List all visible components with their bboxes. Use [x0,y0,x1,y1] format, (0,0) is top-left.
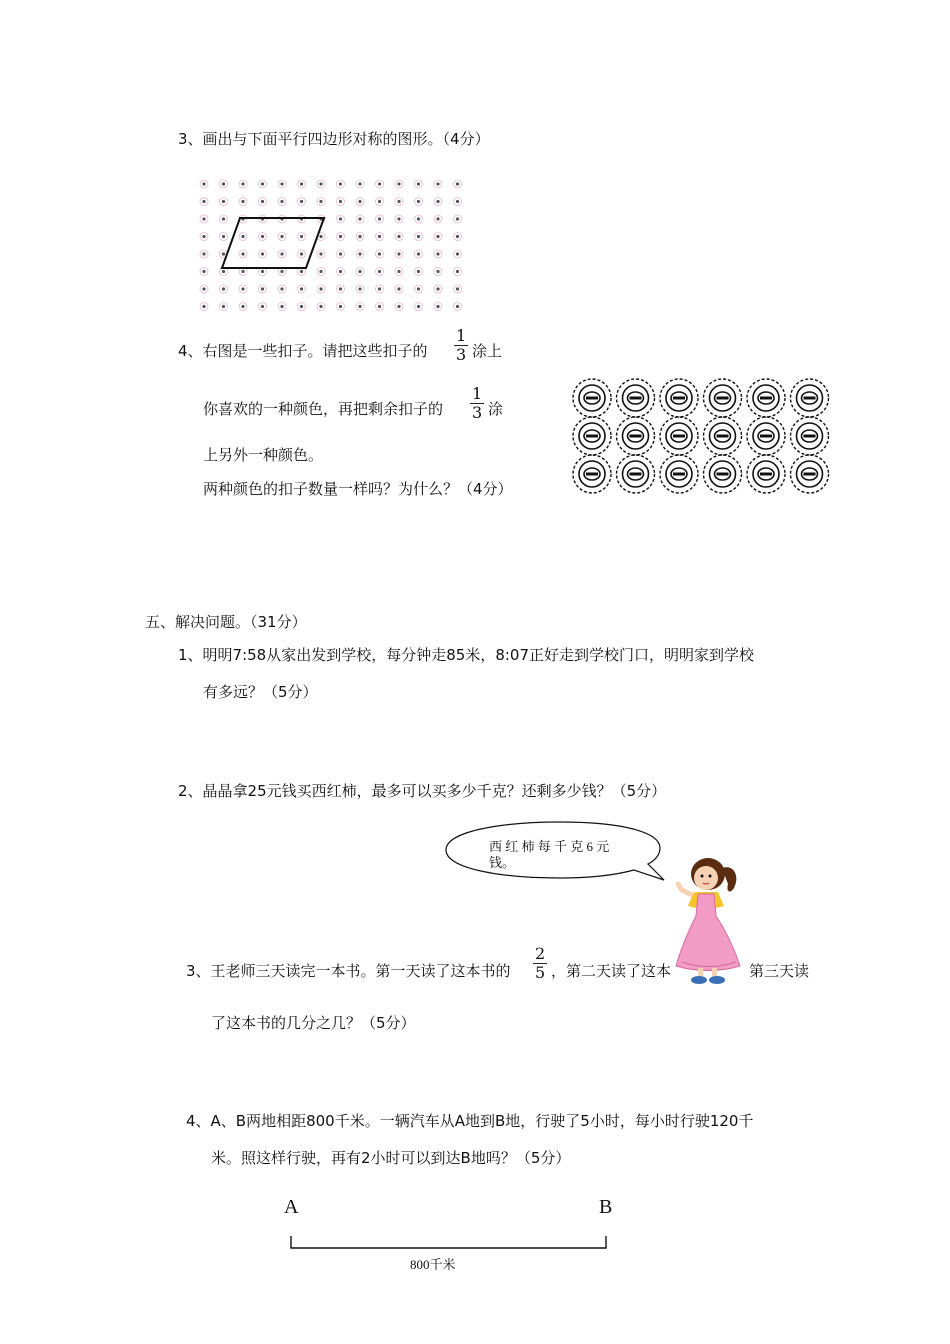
grid-dot [222,200,225,203]
q4-fraction-a-numerator: 1 [456,326,467,345]
grid-dot [378,200,381,203]
grid-dot [202,287,205,290]
button-item [617,379,655,417]
button-item [573,417,611,455]
grid-dot [202,200,205,203]
grid-dot [339,305,342,308]
problem3-line1-b: ，第二天读了这本 [551,962,672,980]
dot-grid-with-parallelogram[interactable] [198,178,478,316]
button-item [573,379,611,417]
grid-dot [261,270,264,273]
grid-dot [261,252,264,255]
button-item [704,379,742,417]
grid-dot [241,287,244,290]
grid-dot [417,305,420,308]
grid-dots [200,180,462,311]
grid-dot [339,200,342,203]
girl-illustration [670,854,750,986]
button-item [704,455,742,493]
problem3-line1-a: 3、王老师三天读完一本书。第一天读了这本书的 [186,962,511,980]
grid-dot [436,252,439,255]
grid-dot [436,270,439,273]
button-item [747,417,785,455]
grid-dot [456,217,459,220]
grid-dot [319,200,322,203]
grid-dot [222,182,225,185]
grid-dot [202,235,205,238]
grid-dot [280,252,283,255]
q4-line3: 上另外一种颜色。 [203,446,324,464]
grid-dot [319,182,322,185]
grid-dot [280,305,283,308]
grid-dot [280,182,283,185]
grid-dot [300,305,303,308]
grid-dot [417,287,420,290]
q4-line1: 4、右图是一些扣子。请把这些扣子的 [178,342,428,360]
button-item [747,455,785,493]
grid-dot [436,200,439,203]
grid-dot [397,200,400,203]
grid-dot [456,200,459,203]
grid-dot [202,182,205,185]
grid-dot [358,217,361,220]
grid-dot [417,252,420,255]
grid-dot [300,200,303,203]
button-item [617,455,655,493]
grid-dot [358,270,361,273]
grid-dot [339,287,342,290]
button-item [791,379,829,417]
grid-dot [417,235,420,238]
grid-dot [319,252,322,255]
grid-dot [300,270,303,273]
grid-dot [358,200,361,203]
grid-dot [378,252,381,255]
grid-dot [397,217,400,220]
point-a-label: A [284,1196,299,1218]
grid-dot [319,235,322,238]
grid-dot [261,287,264,290]
grid-dot [358,305,361,308]
q4-line1-end: 涂上 [472,342,503,360]
button-item [573,455,611,493]
grid-dot [319,270,322,273]
buttons-figure [570,376,836,496]
grid-dot [358,182,361,185]
grid-dot [300,182,303,185]
grid-dot [280,287,283,290]
grid-dot [222,252,225,255]
grid-dot [378,270,381,273]
grid-dot [456,252,459,255]
grid-dot [417,182,420,185]
bubble-text-line2: 钱。 [489,855,516,870]
grid-dot [436,287,439,290]
problem3-fraction [533,946,547,981]
grid-dot [202,305,205,308]
q4-fraction-b [470,386,484,421]
distance-label: 800千米 [410,1257,456,1272]
grid-dot [222,235,225,238]
q4-line2: 你喜欢的一种颜色，再把剩余扣子的 [203,400,444,418]
grid-dot [378,287,381,290]
q4-line4: 两种颜色的扣子数量一样吗？为什么？（4分） [203,480,513,498]
grid-dot [339,235,342,238]
grid-dot [300,235,303,238]
grid-dot [202,217,205,220]
grid-dot [280,270,283,273]
grid-dot [300,287,303,290]
grid-dot [241,270,244,273]
grid-dot [261,182,264,185]
grid-dot [241,182,244,185]
grid-dot [378,182,381,185]
grid-dot [241,235,244,238]
q4-fraction-a [454,328,468,363]
grid-dot [397,235,400,238]
problem3-line2: 了这本书的几分之几？（5分） [211,1014,416,1032]
grid-dot [261,305,264,308]
bubble-text-line1: 西 红 柿 每 千 克 6 元 [489,839,610,854]
q4-fraction-b-numerator: 1 [472,384,483,403]
grid-dot [397,252,400,255]
grid-dot [456,182,459,185]
grid-dot [378,217,381,220]
grid-dot [241,200,244,203]
grid-dot [417,217,420,220]
grid-dot [436,217,439,220]
grid-dot [397,270,400,273]
section5-heading: 五、解决问题。（31分） [145,613,307,631]
button-item [791,455,829,493]
grid-dot [417,200,420,203]
grid-dot [241,252,244,255]
problem4-line2: 米。照这样行驶，再有2小时可以到达B地吗？（5分） [211,1149,571,1167]
grid-dot [417,270,420,273]
button-item [660,455,698,493]
grid-dot [397,305,400,308]
button-item [660,417,698,455]
grid-dot [202,252,205,255]
problem4-line1: 4、A、B两地相距800千米。一辆汽车从A地到B地，行驶了5小时，每小时行驶120千 [186,1112,754,1130]
grid-dot [436,305,439,308]
grid-dot [397,182,400,185]
point-b-label: B [599,1196,613,1218]
q3-prompt: 3、画出与下面平行四边形对称的图形。（4分） [178,130,490,148]
grid-dot [300,252,303,255]
grid-dot [339,270,342,273]
button-item [747,379,785,417]
grid-dot [456,235,459,238]
grid-dot [436,182,439,185]
problem3-fraction-numerator: 2 [535,944,546,963]
q4-fraction-a-denominator: 3 [456,345,467,364]
grid-dot [358,252,361,255]
button-item [617,417,655,455]
q4-fraction-b-denominator: 3 [472,403,483,422]
grid-dot [222,305,225,308]
grid-dot [456,305,459,308]
buttons-group [573,379,829,493]
grid-dot [339,182,342,185]
grid-dot [280,200,283,203]
grid-dot [222,270,225,273]
distance-bracket [288,1234,612,1254]
grid-dot [280,235,283,238]
parallelogram [222,218,324,268]
button-item [704,417,742,455]
grid-dot [378,305,381,308]
button-item [660,379,698,417]
q4-line2-end: 涂 [488,400,504,418]
problem3-line1-c: 第三天读 [749,962,810,980]
problem1-line2: 有多远？（5分） [203,683,318,701]
grid-dot [358,287,361,290]
grid-dot [456,287,459,290]
grid-dot [222,217,225,220]
grid-dot [261,200,264,203]
problem2-line1: 2、晶晶拿25元钱买西红柿，最多可以买多少千克？还剩多少钱？（5分） [178,782,667,800]
grid-dot [378,235,381,238]
grid-dot [436,235,439,238]
grid-dot [261,235,264,238]
problem3-fraction-denominator: 5 [535,963,546,982]
grid-dot [358,235,361,238]
grid-dot [241,305,244,308]
grid-dot [202,270,205,273]
grid-dot [397,287,400,290]
button-item [791,417,829,455]
grid-dot [319,287,322,290]
grid-dot [339,252,342,255]
problem1-line1: 1、明明7:58从家出发到学校，每分钟走85米，8:07正好走到学校门口，明明家到学校 [178,646,755,664]
grid-dot [456,270,459,273]
grid-dot [319,305,322,308]
grid-dot [222,287,225,290]
grid-dot [339,217,342,220]
